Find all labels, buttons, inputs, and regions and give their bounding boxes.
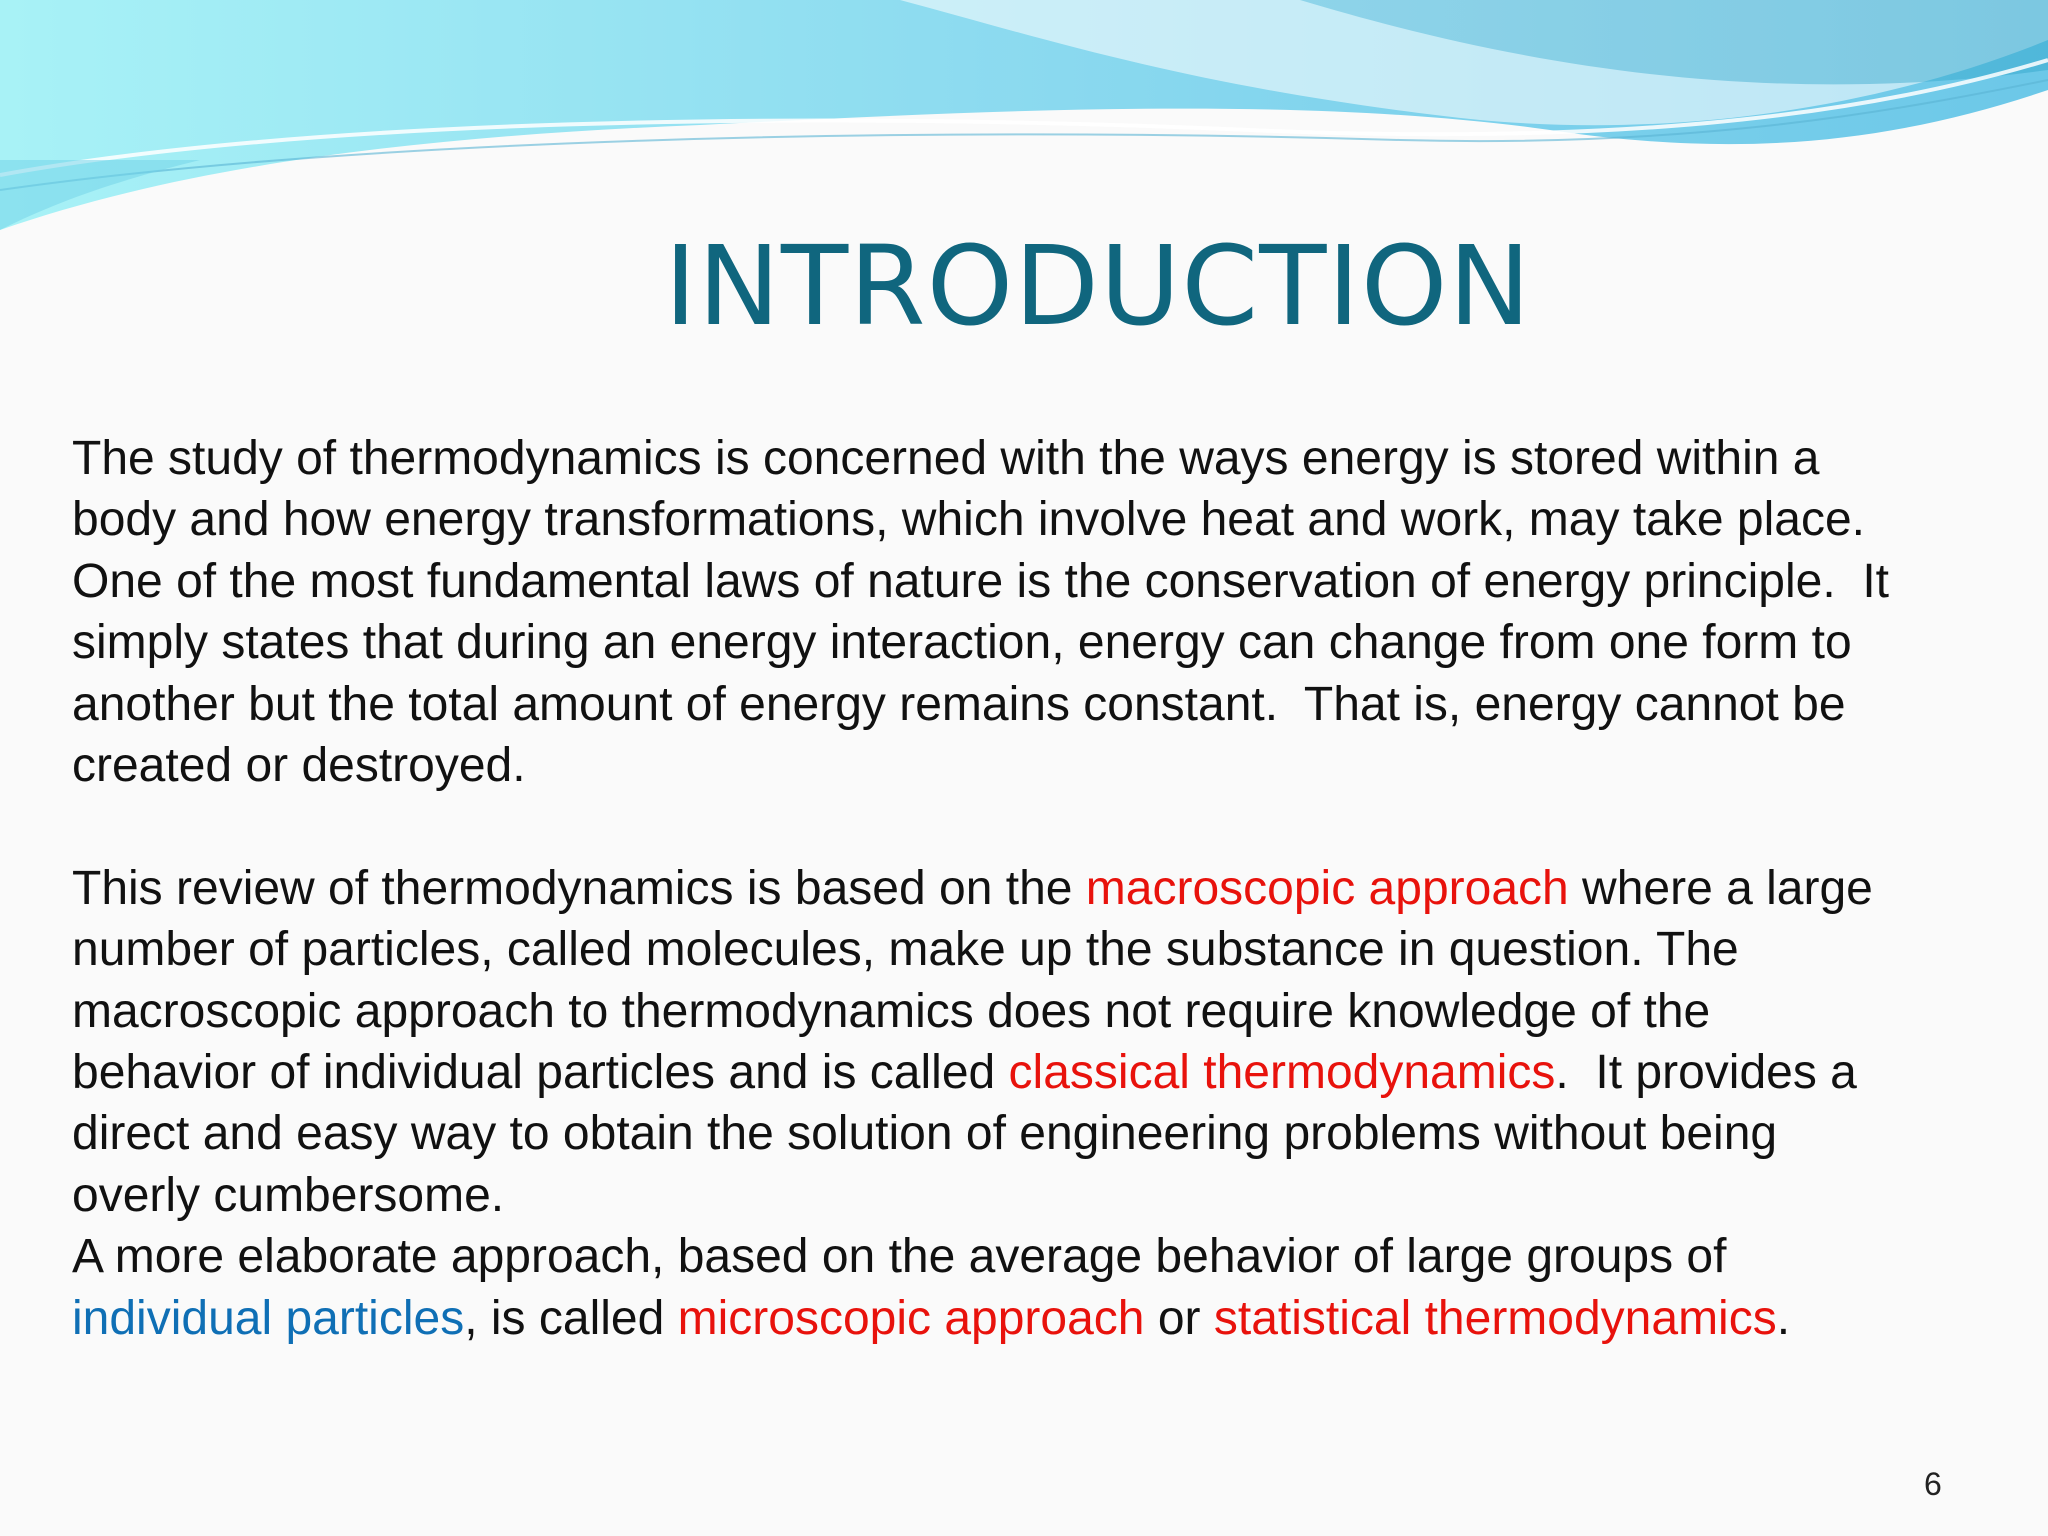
term-microscopic-approach: microscopic approach — [677, 1291, 1145, 1345]
text-line — [72, 858, 2042, 919]
text-run: . — [1776, 1291, 1791, 1345]
text-line — [72, 1288, 2042, 1349]
text-line: One of the most fundamental laws of nature is the conservation of energy principle. It — [72, 554, 1889, 608]
text-line: overly cumbersome. — [72, 1168, 505, 1222]
text-run: . It provides a — [1555, 1046, 1857, 1100]
text-line: macroscopic approach to thermodynamics does not require knowledge of the — [72, 984, 1711, 1038]
text-line: created or destroyed. — [72, 739, 526, 793]
text-run: or — [1144, 1291, 1214, 1345]
paragraph-3 — [72, 1226, 2042, 1349]
text-line: A more elaborate approach, based on the average behavior of large groups of — [72, 1230, 1727, 1284]
page-number: 6 — [1924, 1466, 1942, 1502]
slide-body — [72, 428, 2042, 1349]
text-run: This review of thermodynamics is based on the — [72, 861, 1086, 915]
text-run: behavior of individual particles and is called — [72, 1046, 1009, 1100]
text-line — [72, 1042, 2042, 1103]
term-individual-particles: individual particles — [72, 1291, 465, 1345]
header-wave-decoration — [0, 0, 2048, 240]
term-macroscopic-approach: macroscopic approach — [1085, 861, 1569, 915]
paragraph-2 — [72, 858, 2042, 1226]
term-classical-thermodynamics: classical thermodynamics — [1008, 1046, 1556, 1100]
text-run: , is called — [464, 1291, 678, 1345]
text-line: number of particles, called molecules, make up the substance in question. The — [72, 923, 1739, 977]
paragraph-gap — [72, 796, 2042, 857]
text-line: body and how energy transformations, which involve heat and work, may take place. — [72, 493, 1865, 547]
slide-title: INTRODUCTION — [664, 222, 1532, 350]
term-statistical-thermodynamics: statistical thermodynamics — [1213, 1291, 1777, 1345]
text-line: simply states that during an energy interaction, energy can change from one form to — [72, 616, 1852, 670]
text-line: direct and easy way to obtain the solution of engineering problems without being — [72, 1107, 1778, 1161]
text-line: The study of thermodynamics is concerned with the ways energy is stored within a — [72, 432, 1820, 485]
paragraph-1 — [72, 428, 2042, 796]
text-line: another but the total amount of energy remains constant. That is, energy cannot be — [72, 677, 1846, 731]
text-run: where a large — [1568, 861, 1873, 915]
